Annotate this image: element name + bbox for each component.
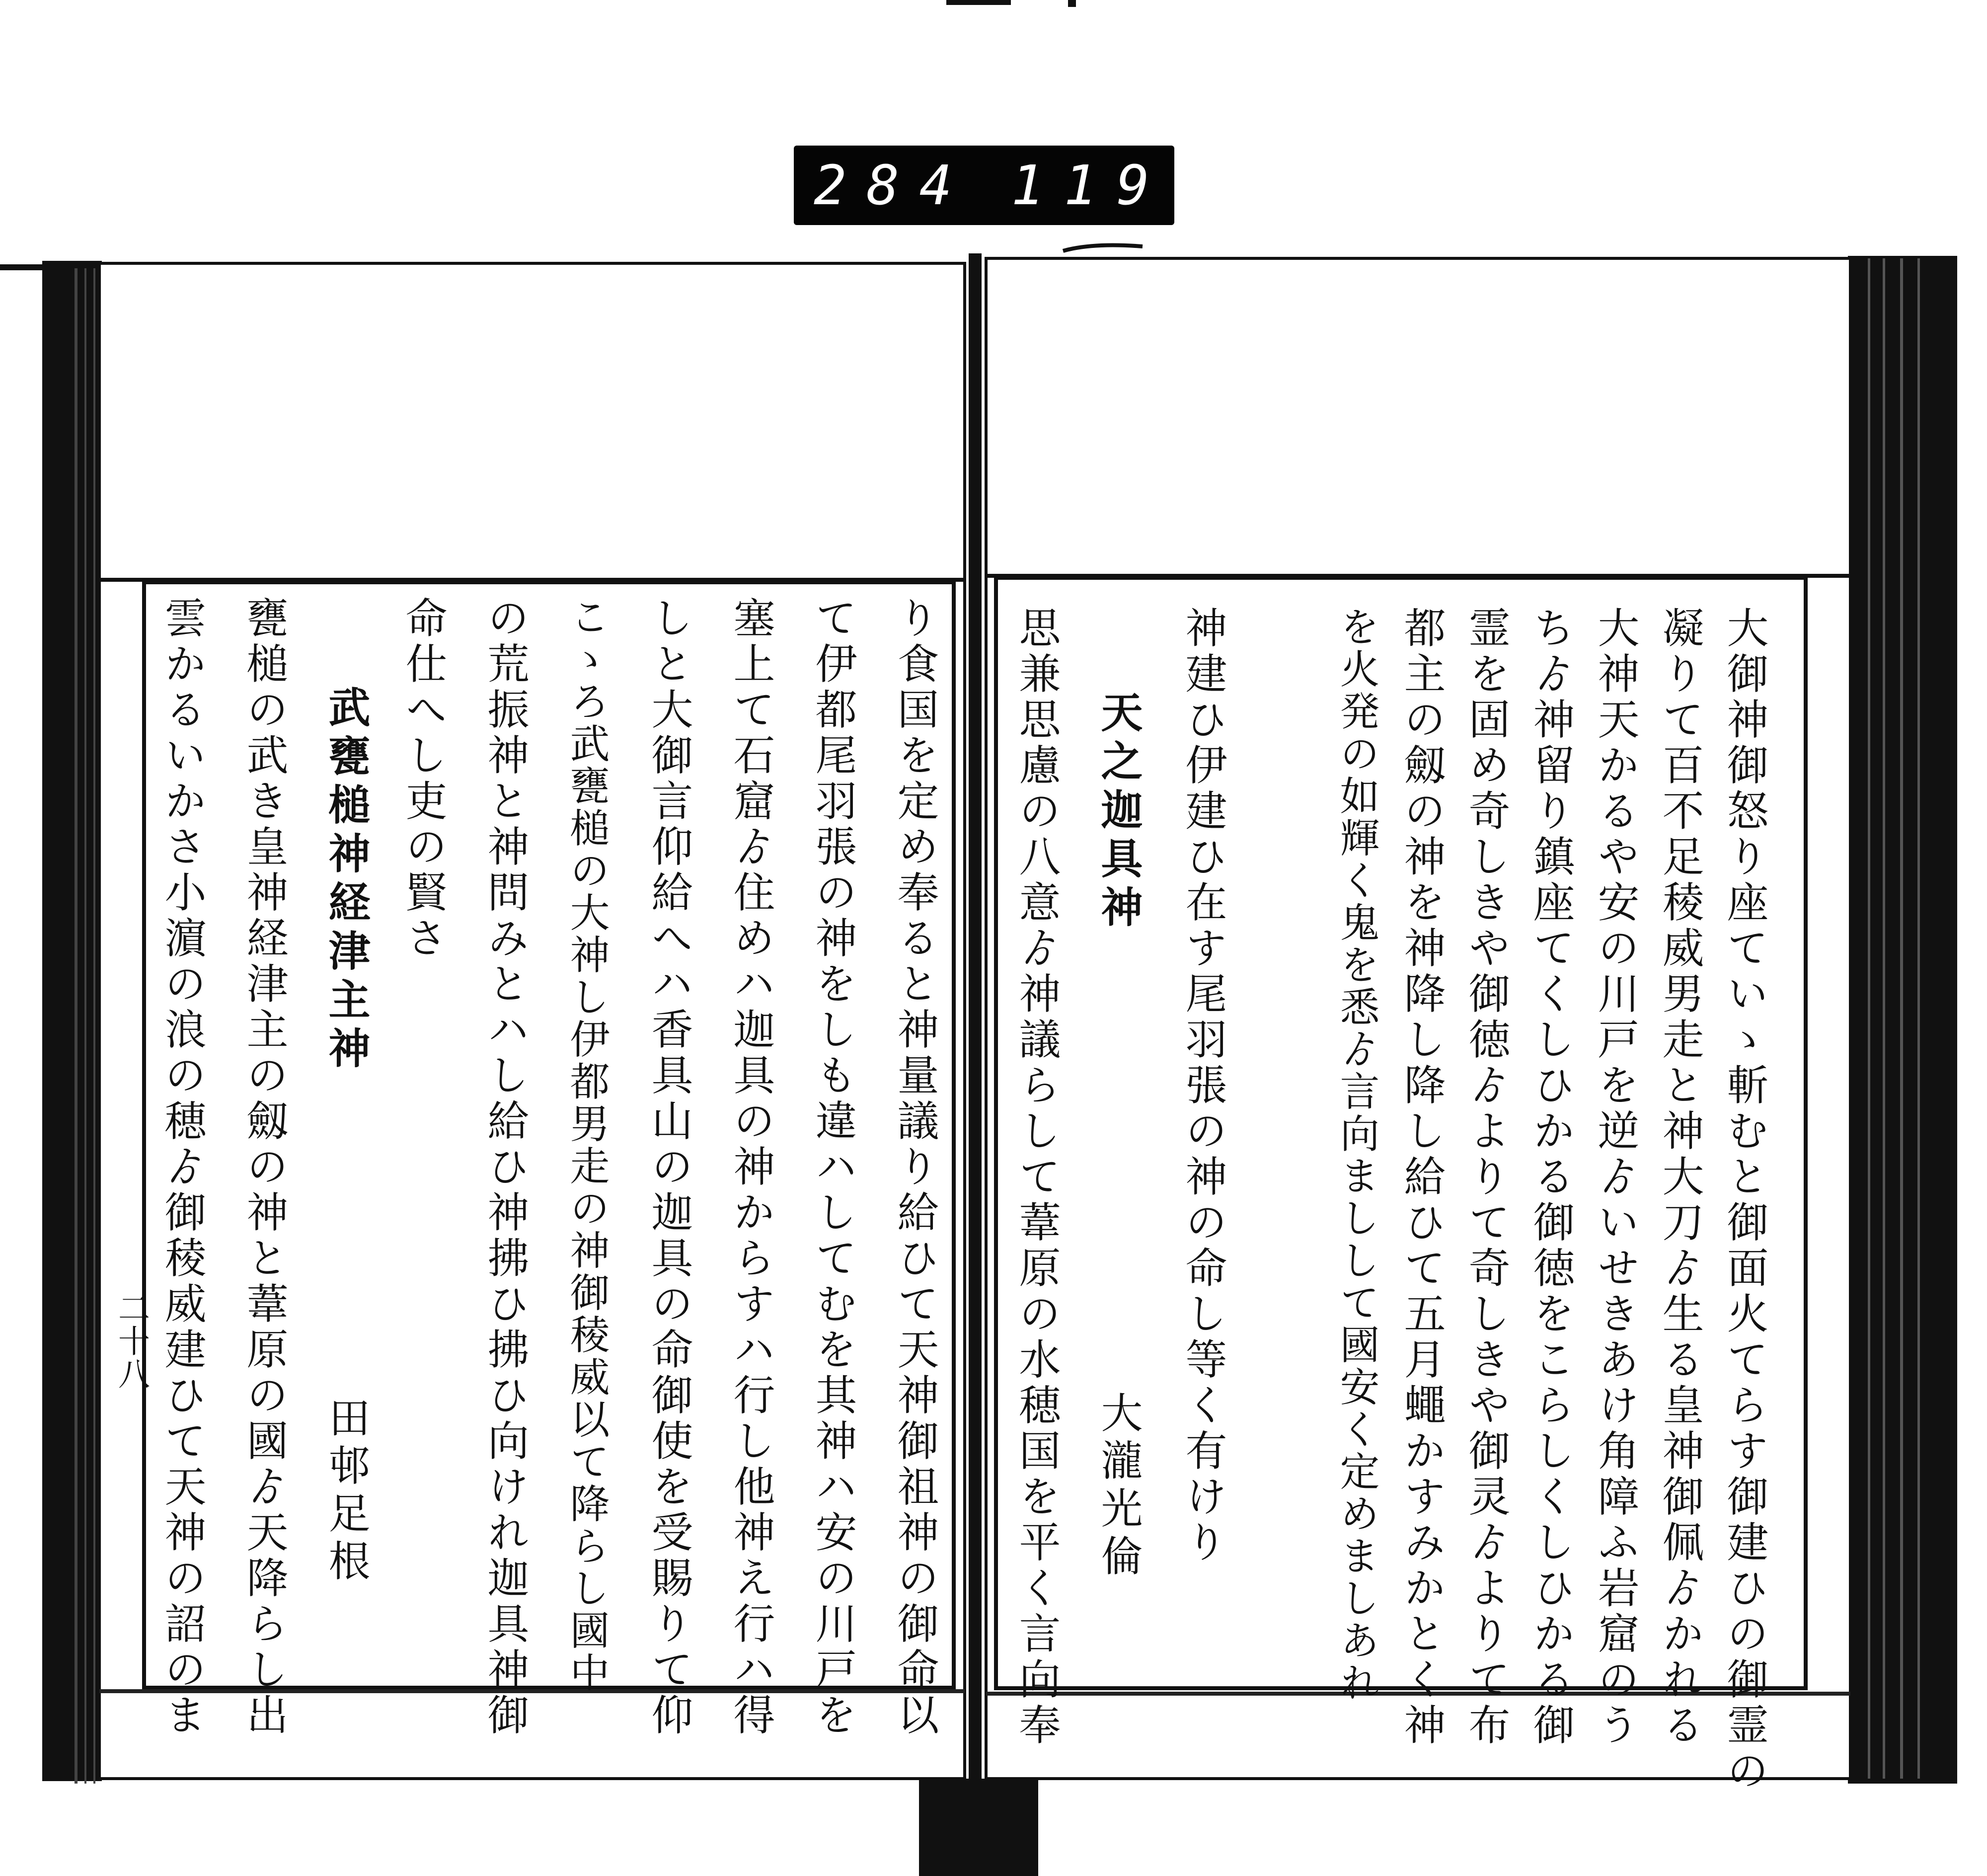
top-edge-mark-2: [1068, 0, 1076, 7]
gutter-line: [969, 253, 982, 1794]
left-body-col-6: の荒振神と神問みとハし給ひ神拂ひ拂ひ向けれ迦具神御: [481, 596, 530, 1739]
right-body-col-4: ちゟ神留り鎮座てくしひかる御徳をこらしくしひかる御: [1527, 606, 1575, 1749]
right-body-col-3: 大神天かるや安の川戸を逆ゟいせきあけ角障ふ岩窟のう: [1591, 606, 1640, 1749]
right-body-col-6: 都主の劔の神を神降し降し給ひて五月蠅かすみかとく神: [1397, 606, 1446, 1749]
left-body-col-5: こゝろ武甕槌の大神し伊都男走の神御稜威以て降らし國中: [563, 596, 610, 1694]
left-body-col-4: しと大御言仰給へハ香具山の迦具の命御使を受賜りて仰: [645, 596, 693, 1739]
left-body-col-7: 命仕へし吏の賢さ: [399, 596, 448, 962]
gutter-top-curl: [1063, 245, 1143, 251]
page-number: 二十八: [113, 1292, 150, 1390]
right-body-col-8: 神建ひ伊建ひ在す尾羽張の神の命し等く有けり: [1179, 606, 1227, 1566]
right-body-col-2: 凝りて百不足稜威男走と神大刀ゟ生る皇神御佩ゟかれる: [1656, 606, 1704, 1749]
left-section-author: 田邨足根: [322, 1396, 371, 1587]
left-body-col-9: 雲かるいかさ小濵の浪の穂ゟ御稜威建ひて天神の詔のま: [158, 596, 207, 1739]
right-body-col-1: 大御神御怒り座ていゝ斬むと御面火てらす御建ひの御霊の: [1720, 606, 1769, 1795]
left-body-col-3: 塞上て石窟ゟ住めハ迦具の神からすハ行し他神え行ハ得: [727, 596, 775, 1739]
frame-number-label: [794, 146, 1174, 225]
frame-number-left: 284: [814, 154, 972, 217]
left-body-col-1: り食国を定め奉ると神量議り給ひて天神御祖神の御命以: [891, 596, 939, 1739]
left-rule-top: [0, 264, 104, 270]
right-section-author: 大瀧光倫: [1094, 1391, 1143, 1582]
left-section-title: 武甕槌神経津主神: [322, 686, 371, 1075]
top-edge-mark: [946, 0, 1011, 5]
left-body-col-8: 甕槌の武き皇神経津主の劔の神と葦原の國ゟ天降らし出: [240, 596, 289, 1739]
right-body-col-7: を火発の如輝く鬼を悉ゟ言向ましして國安く定めましあれ: [1333, 606, 1379, 1704]
left-edge-block: [42, 261, 102, 1781]
right-section-title: 天之迦具神: [1094, 691, 1144, 934]
left-body-col-2: て伊都尾羽張の神をしも違ハしてむを其神ハ安の川戸を: [809, 596, 857, 1739]
right-body-col-9: 思兼思慮の八意ゟ神議らして葦原の水穂国を平く言向奉: [1012, 606, 1061, 1749]
frame-number-right: 119: [1011, 154, 1169, 217]
right-body-col-5: 霊を固め奇しきや御徳ゟよりて奇しきや御灵ゟよりて布: [1462, 606, 1511, 1749]
gutter-bottom: [919, 1779, 1038, 1876]
